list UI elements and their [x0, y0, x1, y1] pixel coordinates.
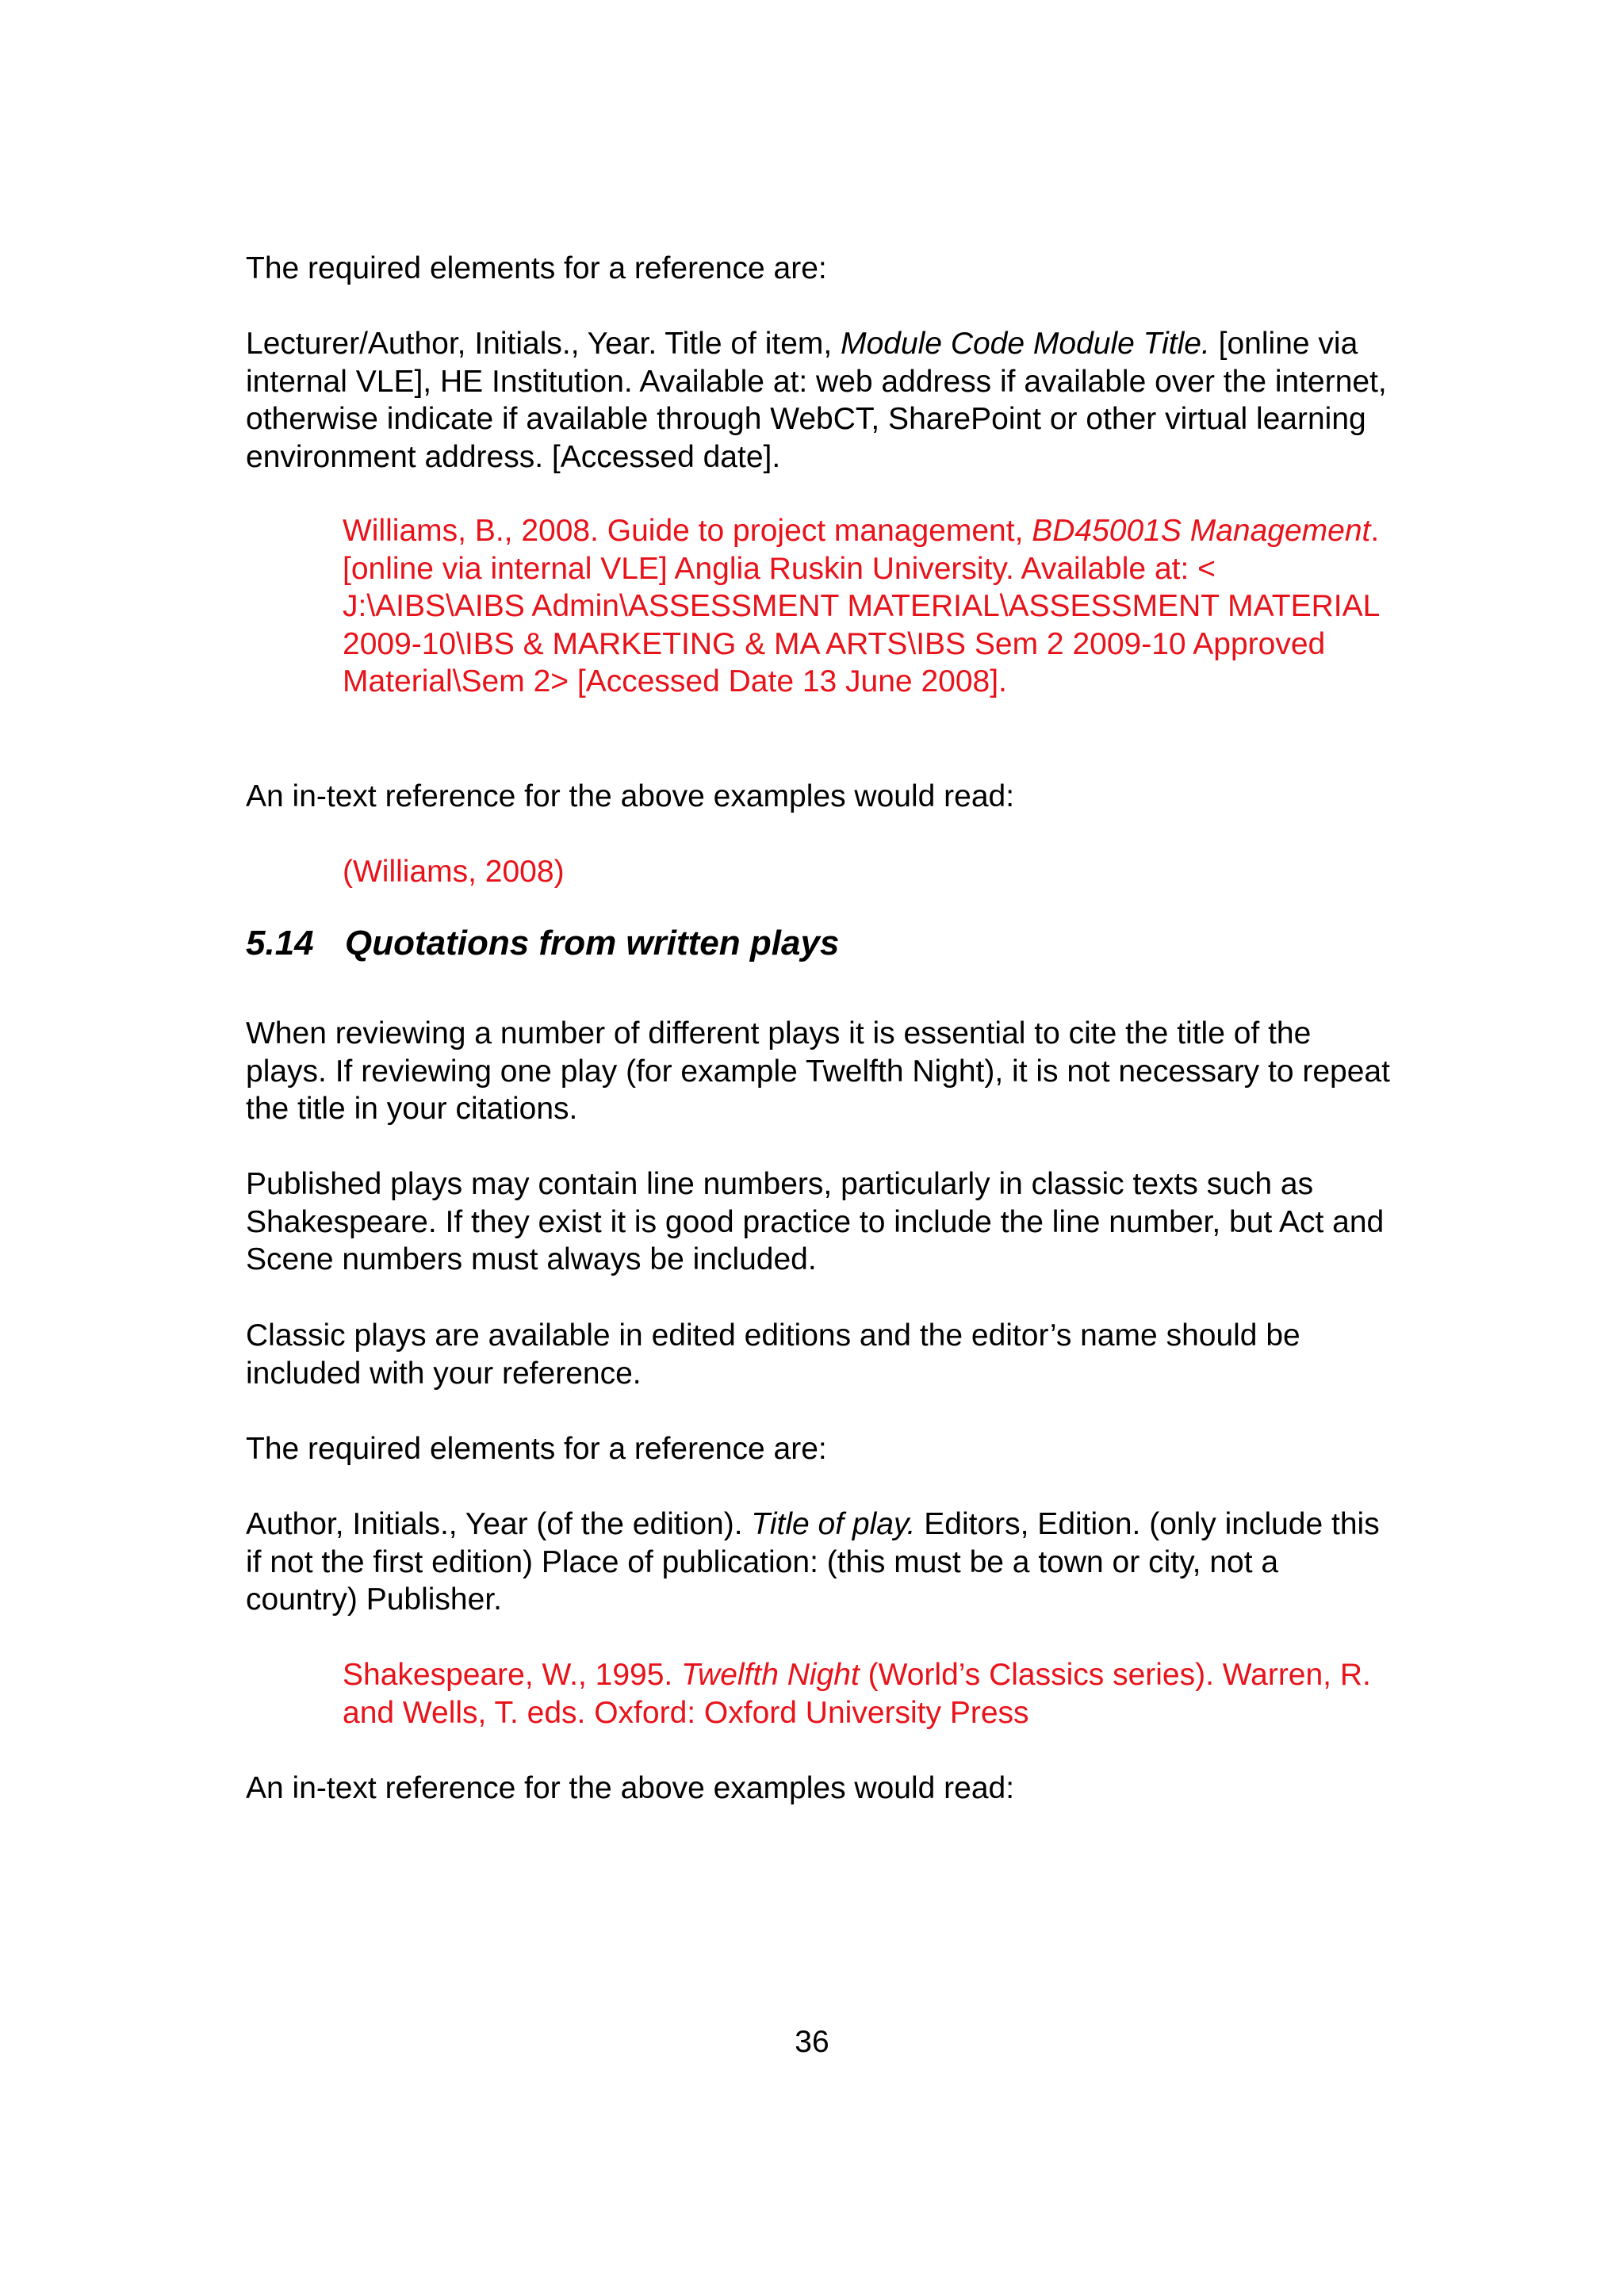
intext-intro-plays: An in-text reference for the above examples would read: — [246, 1771, 1015, 1805]
paragraph-edited-editions: Classic plays are available in edited editions and the editor’s name should be included with your reference. — [246, 1318, 1300, 1391]
section-title: Quotations from written plays — [345, 924, 840, 962]
reference-format-plays — [246, 1506, 1396, 1619]
reference-format-vle — [246, 325, 1396, 476]
paragraph-reviewing-plays: When reviewing a number of different plays it is essential to cite the title of the plays. If reviewing one play (for example Twelfth Night), it is not necessary to repeat the title in your citations. — [246, 1016, 1390, 1126]
intext-example: (Williams, 2008) — [343, 855, 565, 889]
section-number: 5.14 — [246, 924, 314, 962]
reference-example-plays — [343, 1656, 1397, 1732]
section-heading — [246, 922, 1396, 965]
format-italic-part: Module Code Module Title. — [841, 327, 1210, 361]
format-part: [online via internal VLE], HE Institution. Available at: web address if available over the internet, otherwise indicate if available through WebCT, SharePoint or other virtual learning environment address. [Accessed date]. — [246, 327, 1387, 474]
page-number: 36 — [795, 2025, 829, 2059]
reference-example-vle — [343, 512, 1397, 701]
example-part: Williams, B., 2008. Guide to project management, — [343, 514, 1032, 548]
format-part: Author, Initials., Year (of the edition). — [246, 1507, 752, 1541]
example-part: . [online via internal VLE] Anglia Ruskin University. Available at: < J:\AIBS\AIBS Admin\ASSESSMENT MATERIAL\ASSESSMENT MATERIAL 2009-10\IBS & MARKETING & MA ARTS\IBS Sem 2 2009-10 Approved Material\Sem 2> [Accessed Date 13 June 2008]. — [343, 514, 1380, 698]
format-italic-part: Title of play. — [751, 1507, 916, 1541]
example-part: Shakespeare, W., 1995. — [343, 1658, 682, 1692]
intext-intro: An in-text reference for the above examples would read: — [246, 779, 1015, 813]
format-part: Editors, Edition. (only include this if not the first edition) Place of publication: (this must be a town or city, not a country) Publisher. — [246, 1507, 1380, 1617]
format-part: Lecturer/Author, Initials., Year. Title of item, — [246, 327, 841, 361]
paragraph-line-numbers: Published plays may contain line numbers, particularly in classic texts such as Shakespeare. If they exist it is good practice to include the line number, but Act and Scene numbers must always be included. — [246, 1167, 1385, 1276]
example-part: (World’s Classics series). Warren, R. and Wells, T. eds. Oxford: Oxford University Press — [343, 1658, 1371, 1730]
required-elements-intro: The required elements for a reference are: — [246, 251, 827, 285]
example-italic-part: Twelfth Night — [681, 1658, 860, 1692]
required-elements-intro-plays: The required elements for a reference are: — [246, 1432, 827, 1466]
example-italic-part: BD45001S Management — [1032, 514, 1371, 548]
